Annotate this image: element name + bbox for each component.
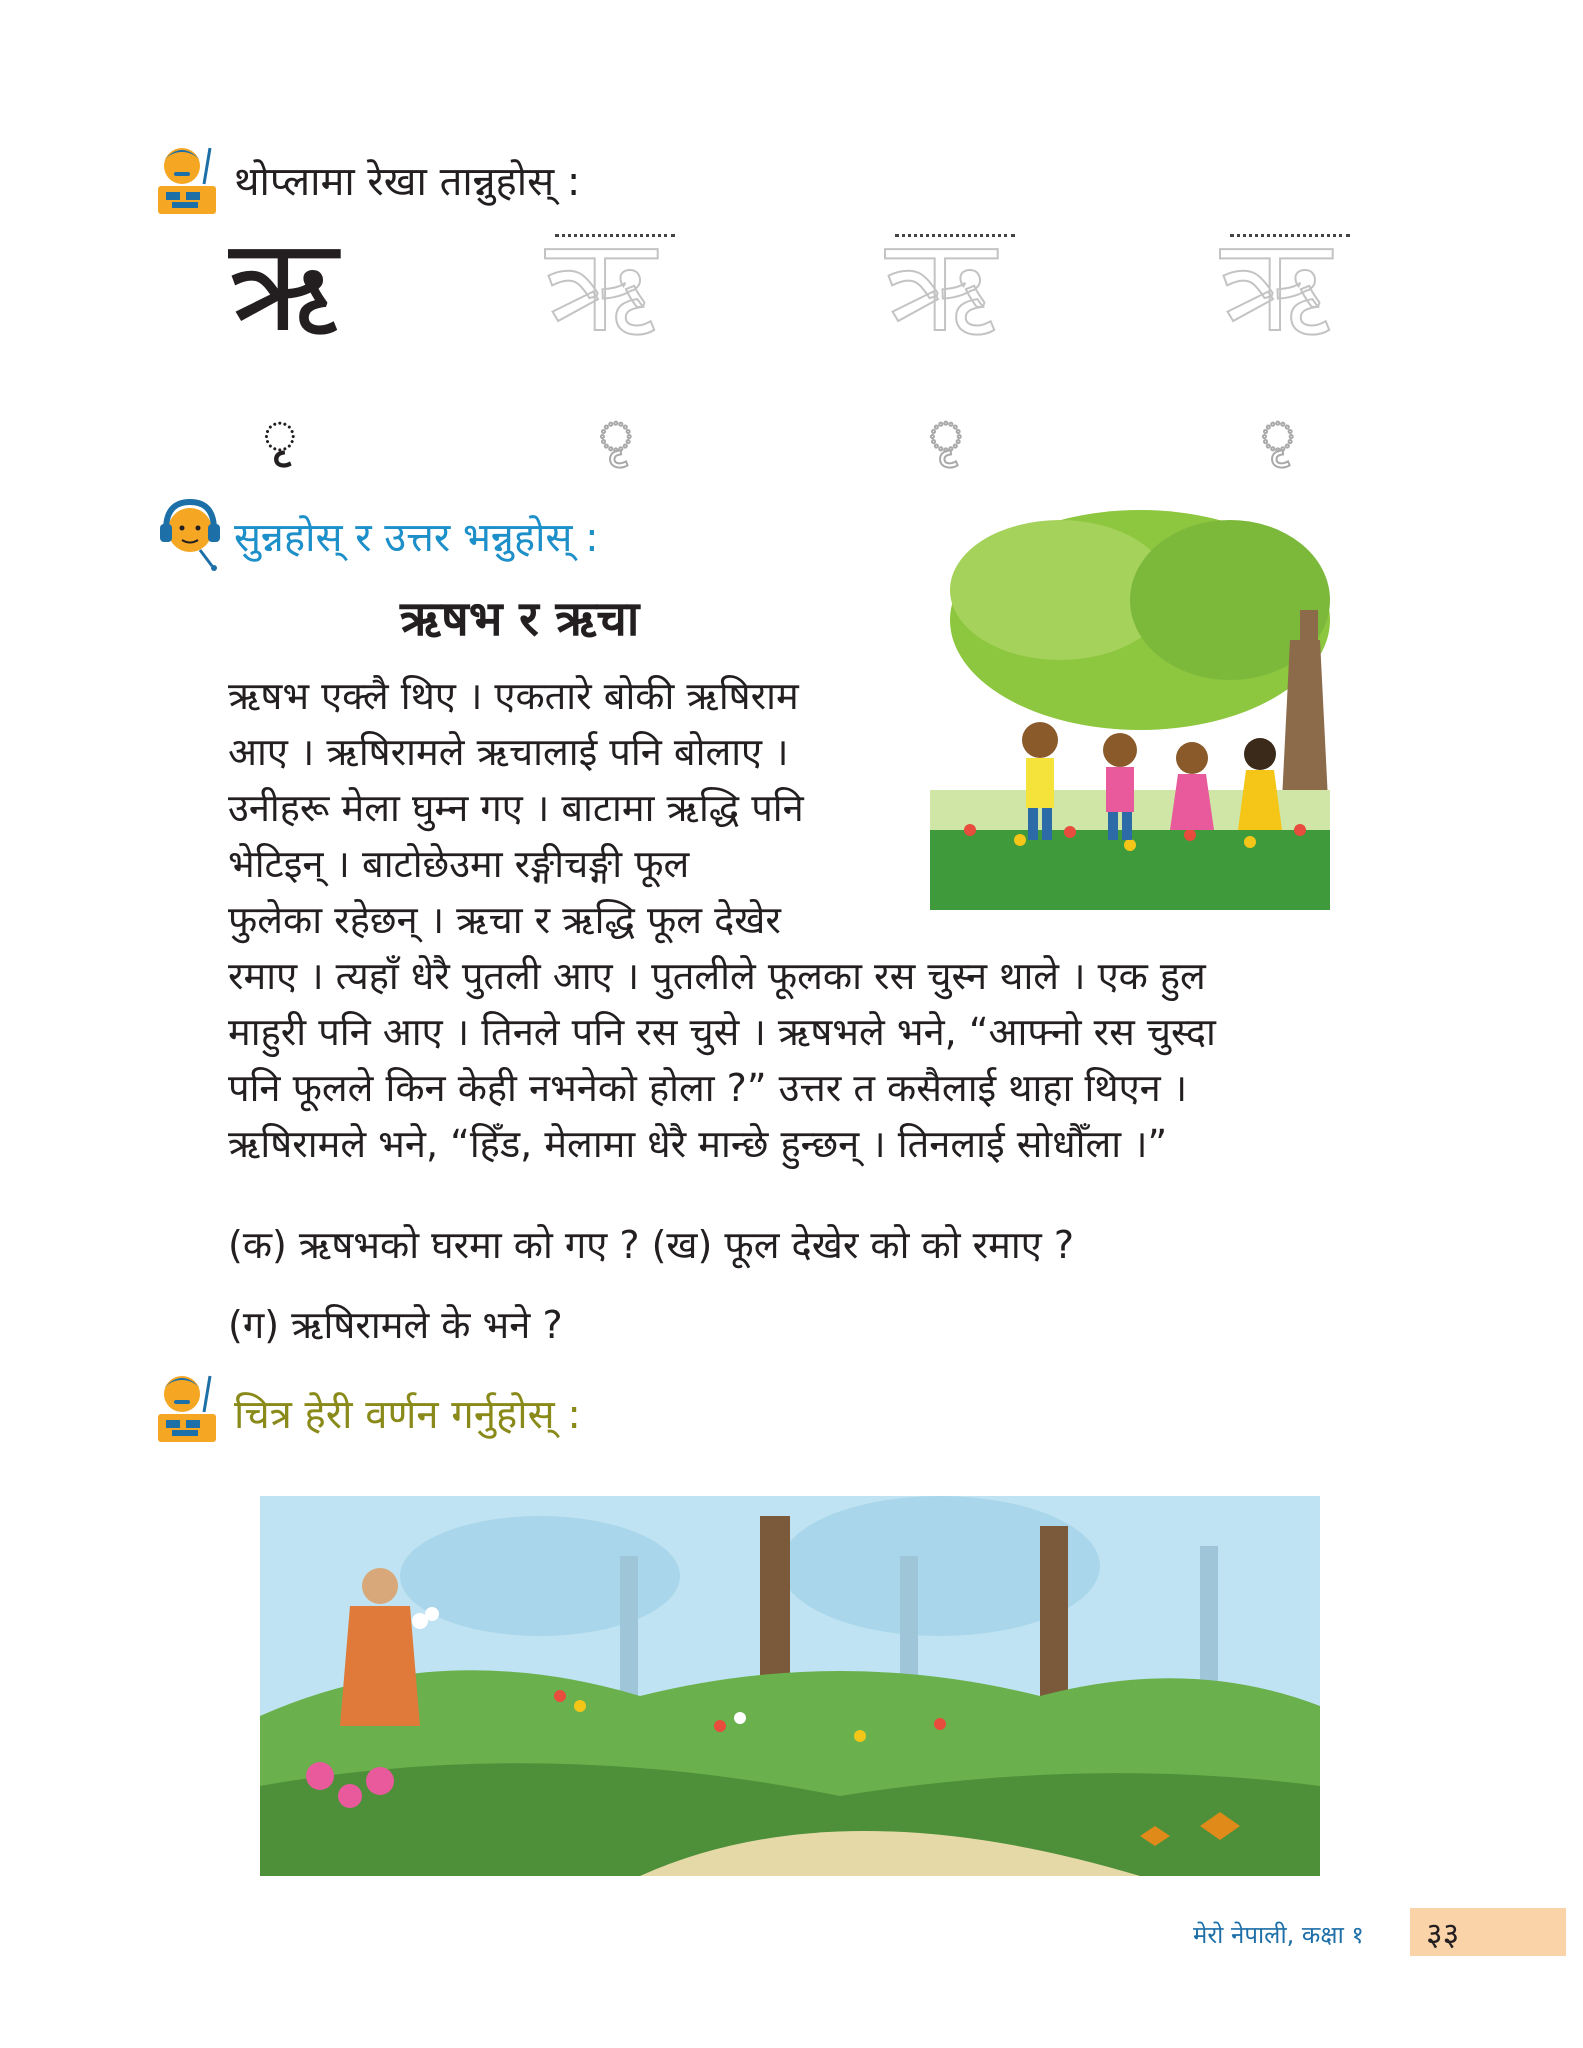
page-number-box [1410, 1908, 1566, 1956]
child-listening-icon [152, 490, 236, 574]
describe-heading: चित्र हेरी वर्णन गर्नुहोस् : [234, 1392, 581, 1438]
trace-letter-dotted-1[interactable]: ऋ [545, 209, 656, 361]
story-line: फुलेका रहेछन् । ऋचा र ऋद्धि फूल देखेर [228, 898, 781, 942]
question-line-2: (ग) ऋषिरामले के भने ? [228, 1303, 563, 1347]
story-line: भेटिइन् । बाटोछेउमा रङ्गीचङ्गी फूल [228, 842, 690, 886]
trace-letter-dotted-3[interactable]: ऋ [1220, 209, 1331, 361]
trace-sign-dotted-3[interactable]: ृ [1260, 399, 1296, 469]
children-under-tree-illustration [930, 500, 1330, 910]
story-line: आए । ऋषिरामले ऋचालाई पनि बोलाए । [228, 730, 789, 774]
question-line-1: (क) ऋषभको घरमा को गए ? (ख) फूल देखेर को को रमाए ? [228, 1223, 1075, 1267]
footer-book-title: मेरो नेपाली, कक्षा १ [1193, 1921, 1364, 1949]
story-line: माहुरी पनि आए । तिनले पनि रस चुसे । ऋषभले भने, “आफ्नो रस चुस्दा [228, 1010, 1216, 1054]
story-line: रमाए । त्यहाँ धेरै पुतली आए । पुतलीले फूलका रस चुस्न थाले । एक हुल [228, 954, 1206, 998]
child-writing-icon [152, 138, 236, 222]
trace-letter-example: ऋ [228, 209, 339, 361]
story-line: ऋषिरामले भने, “हिँड, मेलामा धेरै मान्छे हुन्छन् । तिनलाई सोधौँला ।” [228, 1122, 1168, 1166]
page-number: ३३ [1426, 1915, 1460, 1953]
trace-sign-dotted-2[interactable]: ृ [928, 399, 964, 469]
forest-scene-illustration [240, 1456, 1338, 1896]
story-line: ऋषभ एक्लै थिए । एकतारे बोकी ऋषिराम [228, 674, 799, 718]
child-drawing-icon [152, 1366, 236, 1450]
story-line: उनीहरू मेला घुम्न गए । बाटामा ऋद्धि पनि [228, 786, 804, 830]
story-line: पनि फूलले किन केही नभनेको होला ?” उत्तर त कसैलाई थाहा थिएन । [228, 1066, 1188, 1110]
trace-sign-dotted-1[interactable]: ृ [598, 399, 634, 469]
trace-sign-example: ृ [262, 399, 298, 469]
story-title: ऋषभ र ऋचा [400, 591, 640, 647]
listen-heading: सुन्नहोस् र उत्तर भन्नुहोस् : [234, 515, 599, 561]
trace-heading: थोप्लामा रेखा तान्नुहोस् : [234, 159, 581, 205]
trace-letter-dotted-2[interactable]: ऋ [885, 209, 996, 361]
